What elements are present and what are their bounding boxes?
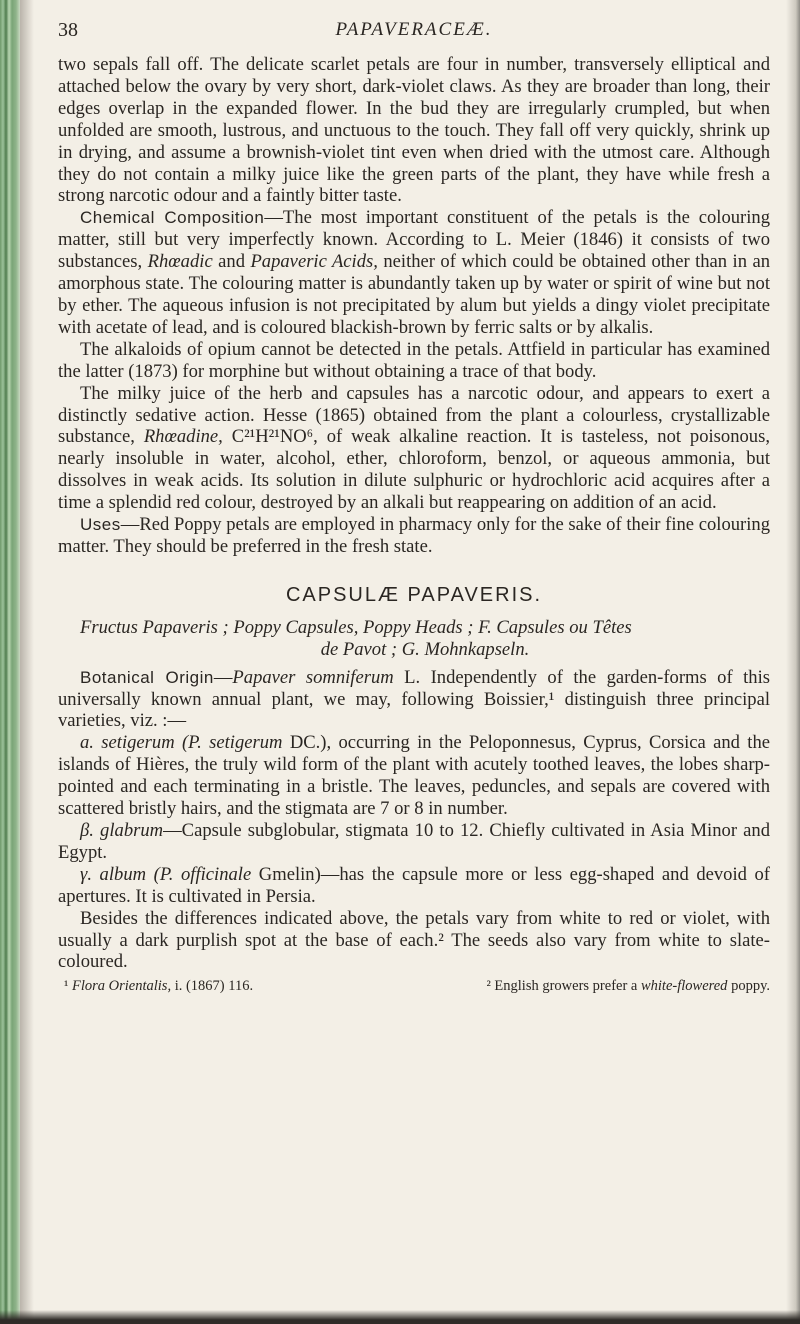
paragraph-petals: two sepals fall off. The delicate scarlet petals are four in number, transversely elliptical and attached below the ovary by very short, dark-violet claws. As they are broader than long, their edges overlap in the expanded flower. In the bud they are irregularly crumpled, but when unfolded are smooth, lustrous, and unctuous to the touch. They fall off very quickly, shrink up in drying, and assume a brownish-violet tint even when dried with the utmost care. Although they do not contain a milky juice like the green parts of the plant, they have while fresh a strong narcotic odour and a faintly bitter taste. bbox=[58, 54, 770, 207]
synonyms-line-1: Fructus Papaveris ; Poppy Capsules, Poppy Heads ; F. Capsules ou Têtes bbox=[80, 616, 632, 638]
botanical-origin-label: Botanical Origin bbox=[80, 667, 214, 687]
footnote-1-title: Flora Orientalis, bbox=[71, 978, 172, 995]
footnote-2-mark: ² bbox=[486, 978, 491, 995]
rhoeadic-term: Rhœadic bbox=[147, 251, 213, 273]
rhoeadine-formula: C²¹H²¹NO⁶, bbox=[222, 426, 318, 448]
page-bottom-edge bbox=[0, 1310, 800, 1324]
variety-a-letter: a. bbox=[80, 732, 94, 754]
variety-a bbox=[58, 732, 770, 820]
variety-c-letter: γ. bbox=[80, 863, 92, 885]
synonyms bbox=[58, 617, 770, 661]
page-number: 38 bbox=[58, 18, 78, 41]
chemical-text-b: and bbox=[212, 251, 251, 273]
paragraph-botanical-origin bbox=[58, 667, 770, 733]
milky-text-b: of weak alkaline reaction. It is tasteless, not poisonous, nearly insoluble in water, alcohol, ether, chloroform, benzol, or aqueous ammonia, but dissolves in weak acids. Its solution in dilute sulphuric or hydrochloric acid acquires after a time a splendid red colour, destroyed by an alkali but reappearing on addition of an acid. bbox=[58, 426, 770, 514]
papaveric-term: Papaveric Acids, bbox=[250, 251, 378, 273]
book-page bbox=[58, 6, 770, 995]
footnote-2-text-b: poppy. bbox=[727, 978, 770, 995]
page-header bbox=[58, 6, 770, 54]
origin-dash: — bbox=[213, 666, 233, 688]
section-title: CAPSULÆ PAPAVERIS. bbox=[285, 583, 543, 606]
variety-a-name: setigerum bbox=[93, 732, 175, 754]
variety-a-text: DC.), occurring in the Peloponnesus, Cyprus, Corsica and the islands of Hières, the truly wild form of the plant with acutely toothed leaves, the lobes sharp-pointed and each terminating in a bristle. The leaves, peduncles, and sepals are covered with scattered bristly hairs, and the stigmata are 7 or 8 in number. bbox=[58, 732, 771, 820]
footnote-1-text: i. (1867) 116. bbox=[171, 978, 254, 995]
variety-b-letter: β. bbox=[80, 820, 94, 841]
footnote-2 bbox=[480, 977, 770, 995]
variety-b-text: —Capsule subglobular, stigmata 10 to 12. Chiefly cultivated in Asia Minor and Egypt. bbox=[58, 820, 770, 863]
uses-text: —Red Poppy petals are employed in pharmacy only for the sake of their fine colouring matter. They should be preferred in the fresh state. bbox=[58, 514, 770, 557]
variety-c-text: Gmelin)—has the capsule more or less egg-shaped and devoid of apertures. It is cultivated in Persia. bbox=[58, 863, 770, 907]
running-head: PAPAVERACEÆ. bbox=[335, 19, 493, 40]
footnotes bbox=[58, 977, 770, 995]
uses-label: Uses bbox=[80, 515, 121, 535]
paragraph-chemical-composition bbox=[58, 207, 770, 338]
book-binding-edge bbox=[0, 0, 20, 1324]
variety-b-name: glabrum bbox=[93, 820, 164, 841]
gutter-shadow bbox=[20, 0, 34, 1324]
footnote-1-mark: ¹ bbox=[64, 978, 69, 995]
variety-c bbox=[58, 864, 770, 908]
page-right-edge bbox=[786, 0, 800, 1324]
footnote-1 bbox=[58, 977, 253, 995]
chemical-text-a: —The most important constituent of the petals is the colouring matter, still but very imperfectly known. According to L. Meier (1846) it consists of two substances, bbox=[58, 207, 770, 273]
paragraph-besides: Besides the differences indicated above, the petals vary from white to red or violet, with usually a dark purplish spot at the base of each.² The seeds also vary from white to slate-coloured. bbox=[58, 907, 770, 973]
variety-c-name: album bbox=[91, 863, 147, 885]
paragraph-alkaloids: The alkaloids of opium cannot be detected in the petals. Attfield in particular has examined the latter (1873) for morphine but without obtaining a trace of that body. bbox=[58, 338, 770, 382]
variety-c-synonym: (P. officinale bbox=[146, 863, 252, 885]
footnote-2-italic: white-flowered bbox=[640, 978, 728, 995]
rhoeadine-term: Rhœadine, bbox=[143, 426, 223, 448]
paragraph-milky-juice bbox=[58, 383, 770, 514]
variety-a-synonym: (P. setigerum bbox=[174, 732, 283, 754]
papaver-somniferum-term: Papaver somniferum bbox=[232, 666, 394, 688]
chemical-composition-label: Chemical Composition bbox=[80, 208, 265, 228]
milky-text-a: The milky juice of the herb and capsules has a narcotic odour, and appears to exert a distinctly sedative action. Hesse (1865) obtained from the plant a colourless, crystallizable substance, bbox=[58, 382, 770, 448]
variety-b bbox=[58, 820, 770, 864]
chemical-text-c: neither of which could be obtained other than in an amorphous state. The colouring matter is abundantly taken up by water or spirit of wine but not by ether. The aqueous infusion is not precipitated by alum but yields a dingy violet precipitate with acetate of lead, and is coloured blackish-brown by ferric salts or by alkalis. bbox=[58, 251, 770, 338]
origin-text: L. Independently of the garden-forms of this universally known annual plant, we may, following Boissier,¹ distinguish three principal varieties, viz. :— bbox=[58, 666, 770, 732]
synonyms-line-2: de Pavot ; G. Mohnkapseln. bbox=[320, 638, 530, 660]
footnote-2-text-a: English growers prefer a bbox=[490, 978, 641, 995]
paragraph-uses bbox=[58, 514, 770, 558]
